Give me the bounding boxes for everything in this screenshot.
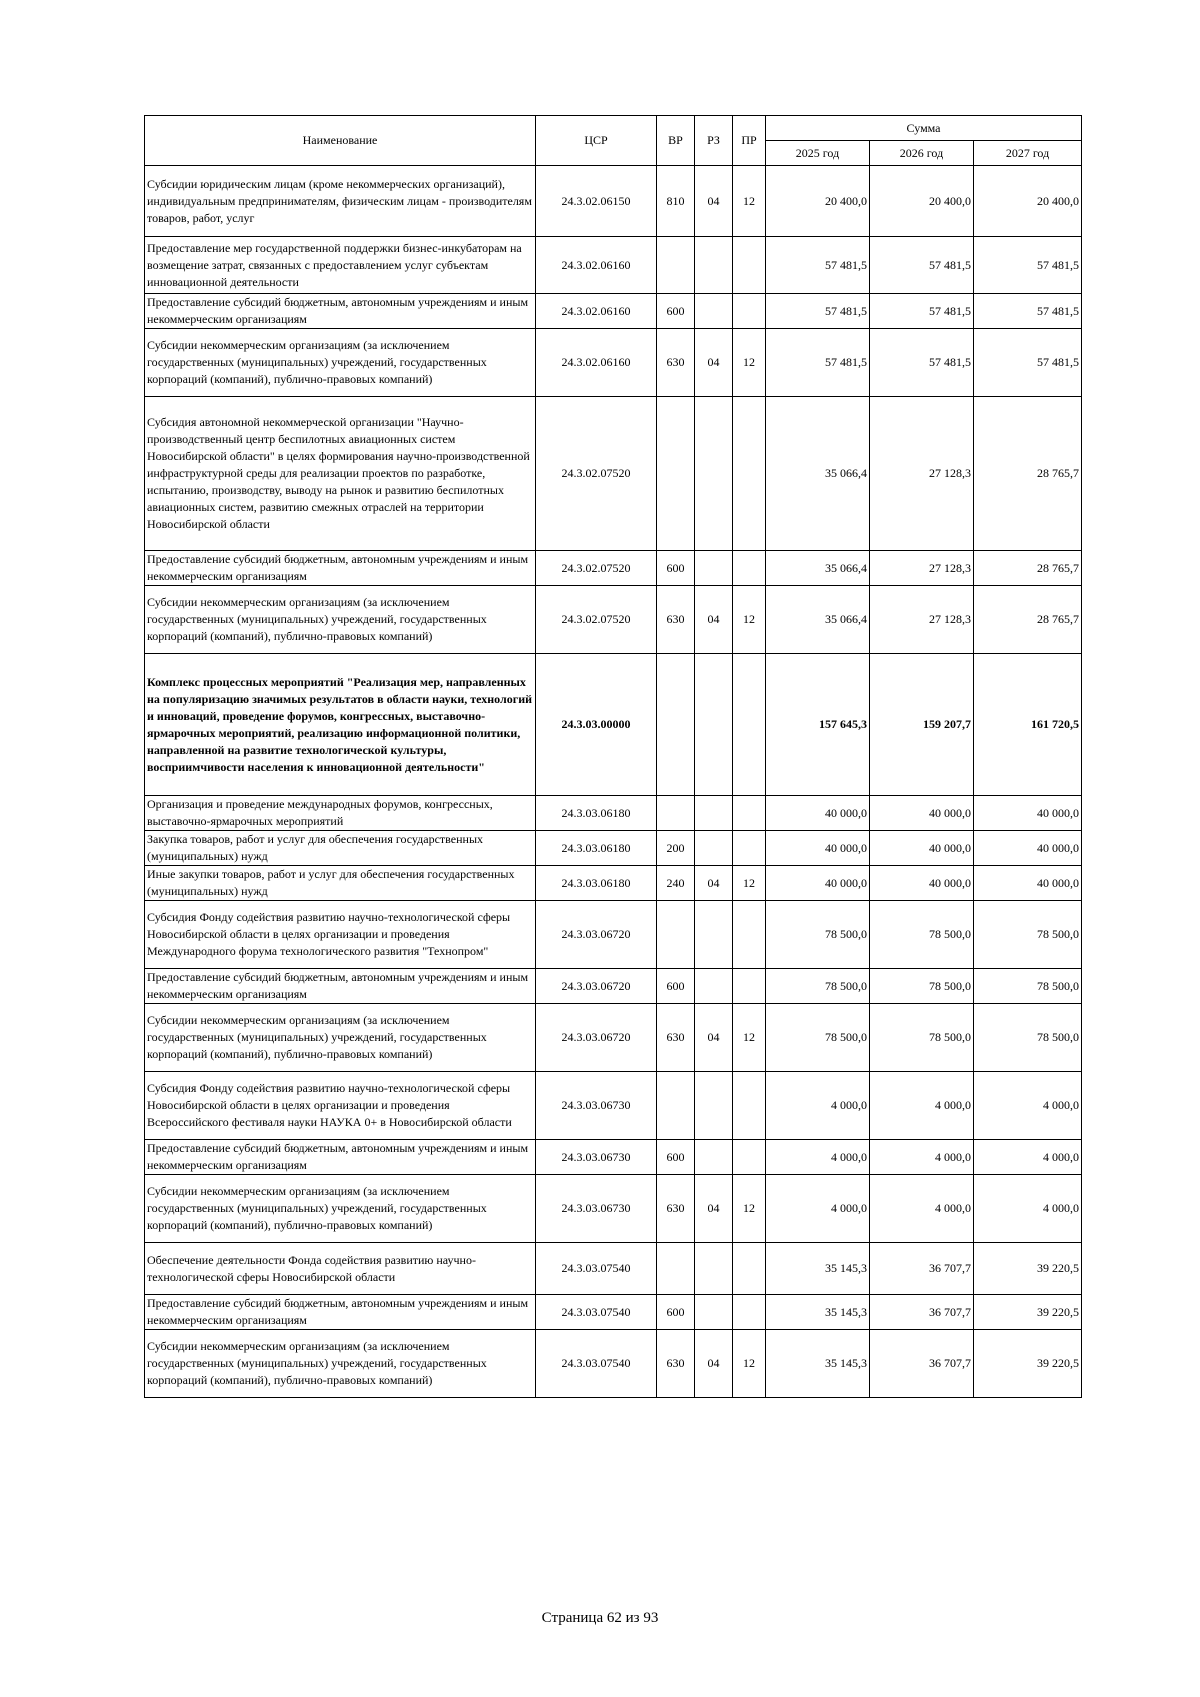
row-vr: 630 — [657, 1330, 695, 1398]
row-sum-2027: 4 000,0 — [974, 1175, 1082, 1243]
row-name: Субсидии некоммерческим организациям (за исключением государственных (муниципальных) учреждений, государственных корпораций (компаний), публично-правовых компаний) — [145, 1175, 536, 1243]
row-name: Иные закупки товаров, работ и услуг для обеспечения государственных (муниципальных) нужд — [145, 866, 536, 901]
header-sum: Сумма — [766, 116, 1082, 141]
row-sum-2025: 35 066,4 — [766, 397, 870, 551]
row-rz: 04 — [695, 1330, 733, 1398]
row-sum-2026: 78 500,0 — [870, 901, 974, 969]
row-name: Обеспечение деятельности Фонда содействия развитию научно-технологической сферы Новосибирской области — [145, 1243, 536, 1295]
row-pr: 12 — [733, 586, 766, 654]
table-body — [145, 166, 1082, 1398]
row-sum-2025: 20 400,0 — [766, 166, 870, 237]
row-vr: 600 — [657, 1295, 695, 1330]
row-sum-2025: 78 500,0 — [766, 901, 870, 969]
table-row — [145, 1243, 1082, 1295]
row-vr — [657, 901, 695, 969]
row-sum-2025: 40 000,0 — [766, 831, 870, 866]
table-row — [145, 654, 1082, 796]
row-sum-2026: 4 000,0 — [870, 1175, 974, 1243]
row-sum-2027: 28 765,7 — [974, 586, 1082, 654]
row-rz: 04 — [695, 866, 733, 901]
row-name: Предоставление субсидий бюджетным, автономным учреждениям и иным некоммерческим организациям — [145, 1140, 536, 1175]
row-sum-2026: 4 000,0 — [870, 1072, 974, 1140]
row-sum-2027: 57 481,5 — [974, 329, 1082, 397]
row-sum-2025: 4 000,0 — [766, 1072, 870, 1140]
row-name: Предоставление субсидий бюджетным, автономным учреждениям и иным некоммерческим организациям — [145, 551, 536, 586]
table-row — [145, 237, 1082, 294]
row-sum-2027: 28 765,7 — [974, 551, 1082, 586]
row-pr — [733, 901, 766, 969]
row-name: Закупка товаров, работ и услуг для обеспечения государственных (муниципальных) нужд — [145, 831, 536, 866]
row-csr: 24.3.03.06720 — [536, 969, 657, 1004]
row-csr: 24.3.03.06180 — [536, 866, 657, 901]
row-rz: 04 — [695, 329, 733, 397]
row-sum-2027: 57 481,5 — [974, 237, 1082, 294]
table-row — [145, 586, 1082, 654]
row-sum-2025: 78 500,0 — [766, 969, 870, 1004]
row-sum-2027: 28 765,7 — [974, 397, 1082, 551]
table-row — [145, 294, 1082, 329]
row-name: Субсидия Фонду содействия развитию научно-технологической сферы Новосибирской области в целях организации и проведения Всероссийского фестиваля науки НАУКА 0+ в Новосибирской области — [145, 1072, 536, 1140]
row-sum-2026: 40 000,0 — [870, 831, 974, 866]
header-csr: ЦСР — [536, 116, 657, 166]
table-row — [145, 1175, 1082, 1243]
row-csr: 24.3.02.06160 — [536, 329, 657, 397]
row-rz — [695, 397, 733, 551]
page-number: Страница 62 из 93 — [541, 1610, 659, 1626]
table-row — [145, 397, 1082, 551]
table-row — [145, 1295, 1082, 1330]
row-rz: 04 — [695, 586, 733, 654]
row-sum-2025: 57 481,5 — [766, 329, 870, 397]
row-sum-2026: 4 000,0 — [870, 1140, 974, 1175]
row-vr — [657, 397, 695, 551]
row-pr — [733, 294, 766, 329]
row-pr — [733, 1140, 766, 1175]
row-sum-2025: 35 145,3 — [766, 1330, 870, 1398]
row-rz — [695, 901, 733, 969]
row-rz — [695, 796, 733, 831]
table-row — [145, 1004, 1082, 1072]
table-row — [145, 1140, 1082, 1175]
row-csr: 24.3.02.07520 — [536, 551, 657, 586]
row-name: Комплекс процессных мероприятий "Реализация мер, направленных на популяризацию значимых результатов в области науки, технологий и инноваций, проведение форумов, конгрессных, выставочно- ярмарочных мероприятий, реализацию информационной политики, направленной на развитие технологической культуры, восприимчивости населения к инновационной деятельности" — [145, 654, 536, 796]
row-vr: 810 — [657, 166, 695, 237]
header-vr: ВР — [657, 116, 695, 166]
row-csr: 24.3.03.06720 — [536, 1004, 657, 1072]
row-rz — [695, 1295, 733, 1330]
table-row — [145, 831, 1082, 866]
row-pr — [733, 969, 766, 1004]
row-name: Предоставление субсидий бюджетным, автономным учреждениям и иным некоммерческим организациям — [145, 969, 536, 1004]
row-sum-2027: 78 500,0 — [974, 1004, 1082, 1072]
row-pr: 12 — [733, 329, 766, 397]
row-vr: 600 — [657, 1140, 695, 1175]
row-sum-2026: 57 481,5 — [870, 237, 974, 294]
table-row — [145, 551, 1082, 586]
row-name: Субсидии юридическим лицам (кроме некоммерческих организаций), индивидуальным предпринимателям, физическим лицам - производителям товаров, работ, услуг — [145, 166, 536, 237]
row-sum-2027: 78 500,0 — [974, 969, 1082, 1004]
row-csr: 24.3.03.07540 — [536, 1330, 657, 1398]
row-sum-2025: 78 500,0 — [766, 1004, 870, 1072]
row-vr: 630 — [657, 1004, 695, 1072]
table-row — [145, 796, 1082, 831]
row-sum-2027: 39 220,5 — [974, 1295, 1082, 1330]
row-csr: 24.3.03.07540 — [536, 1295, 657, 1330]
row-sum-2026: 40 000,0 — [870, 866, 974, 901]
row-vr: 630 — [657, 1175, 695, 1243]
row-sum-2026: 40 000,0 — [870, 796, 974, 831]
row-csr: 24.3.03.06720 — [536, 901, 657, 969]
row-pr — [733, 551, 766, 586]
row-csr: 24.3.03.06730 — [536, 1175, 657, 1243]
row-pr — [733, 831, 766, 866]
row-vr: 600 — [657, 969, 695, 1004]
row-sum-2026: 27 128,3 — [870, 551, 974, 586]
row-rz — [695, 551, 733, 586]
row-csr: 24.3.03.06180 — [536, 796, 657, 831]
row-sum-2026: 78 500,0 — [870, 1004, 974, 1072]
row-sum-2025: 40 000,0 — [766, 866, 870, 901]
row-sum-2027: 40 000,0 — [974, 796, 1082, 831]
row-rz — [695, 654, 733, 796]
table-row — [145, 1330, 1082, 1398]
row-vr — [657, 796, 695, 831]
budget-table — [144, 115, 1082, 1398]
row-pr — [733, 1295, 766, 1330]
row-sum-2026: 57 481,5 — [870, 329, 974, 397]
row-pr — [733, 1243, 766, 1295]
header-pr: ПР — [733, 116, 766, 166]
row-rz — [695, 969, 733, 1004]
row-csr: 24.3.02.06160 — [536, 237, 657, 294]
row-name: Предоставление субсидий бюджетным, автономным учреждениям и иным некоммерческим организациям — [145, 294, 536, 329]
row-sum-2025: 35 145,3 — [766, 1295, 870, 1330]
row-sum-2026: 78 500,0 — [870, 969, 974, 1004]
table-row — [145, 866, 1082, 901]
row-sum-2027: 40 000,0 — [974, 866, 1082, 901]
row-vr — [657, 654, 695, 796]
header-year-2025: 2025 год — [766, 141, 870, 166]
row-sum-2025: 57 481,5 — [766, 294, 870, 329]
row-csr: 24.3.03.07540 — [536, 1243, 657, 1295]
row-sum-2026: 159 207,7 — [870, 654, 974, 796]
row-sum-2027: 39 220,5 — [974, 1243, 1082, 1295]
row-rz: 04 — [695, 1004, 733, 1072]
row-sum-2025: 4 000,0 — [766, 1175, 870, 1243]
row-name: Организация и проведение международных форумов, конгрессных, выставочно-ярмарочных мероприятий — [145, 796, 536, 831]
row-csr: 24.3.03.06730 — [536, 1072, 657, 1140]
row-sum-2025: 35 066,4 — [766, 551, 870, 586]
row-pr — [733, 237, 766, 294]
row-pr — [733, 796, 766, 831]
row-sum-2027: 4 000,0 — [974, 1140, 1082, 1175]
row-csr: 24.3.02.07520 — [536, 397, 657, 551]
table-row — [145, 901, 1082, 969]
row-sum-2027: 39 220,5 — [974, 1330, 1082, 1398]
row-name: Предоставление мер государственной поддержки бизнес-инкубаторам на возмещение затрат, связанных с предоставлением услуг субъектам инновационной деятельности — [145, 237, 536, 294]
row-sum-2026: 36 707,7 — [870, 1295, 974, 1330]
row-sum-2027: 20 400,0 — [974, 166, 1082, 237]
row-sum-2026: 27 128,3 — [870, 397, 974, 551]
row-vr — [657, 237, 695, 294]
row-name: Субсидии некоммерческим организациям (за исключением государственных (муниципальных) учреждений, государственных корпораций (компаний), публично-правовых компаний) — [145, 1004, 536, 1072]
header-year-2027: 2027 год — [974, 141, 1082, 166]
row-csr: 24.3.03.06730 — [536, 1140, 657, 1175]
table-row — [145, 329, 1082, 397]
row-vr: 630 — [657, 329, 695, 397]
row-sum-2027: 78 500,0 — [974, 901, 1082, 969]
row-rz — [695, 1140, 733, 1175]
row-sum-2026: 20 400,0 — [870, 166, 974, 237]
row-rz: 04 — [695, 166, 733, 237]
row-vr — [657, 1243, 695, 1295]
row-vr: 200 — [657, 831, 695, 866]
row-name: Предоставление субсидий бюджетным, автономным учреждениям и иным некоммерческим организациям — [145, 1295, 536, 1330]
row-sum-2027: 40 000,0 — [974, 831, 1082, 866]
row-name: Субсидии некоммерческим организациям (за исключением государственных (муниципальных) учреждений, государственных корпораций (компаний), публично-правовых компаний) — [145, 329, 536, 397]
row-rz: 04 — [695, 1175, 733, 1243]
row-csr: 24.3.02.07520 — [536, 586, 657, 654]
row-csr: 24.3.02.06150 — [536, 166, 657, 237]
row-rz — [695, 1243, 733, 1295]
row-csr: 24.3.03.06180 — [536, 831, 657, 866]
row-vr: 600 — [657, 551, 695, 586]
row-sum-2027: 161 720,5 — [974, 654, 1082, 796]
row-pr — [733, 654, 766, 796]
row-csr: 24.3.02.06160 — [536, 294, 657, 329]
row-pr: 12 — [733, 866, 766, 901]
row-pr: 12 — [733, 166, 766, 237]
header-name: Наименование — [145, 116, 536, 166]
table-row — [145, 166, 1082, 237]
row-rz — [695, 831, 733, 866]
row-sum-2027: 57 481,5 — [974, 294, 1082, 329]
row-sum-2026: 27 128,3 — [870, 586, 974, 654]
row-pr — [733, 1072, 766, 1140]
row-pr: 12 — [733, 1175, 766, 1243]
row-vr — [657, 1072, 695, 1140]
row-name: Субсидии некоммерческим организациям (за исключением государственных (муниципальных) учреждений, государственных корпораций (компаний), публично-правовых компаний) — [145, 586, 536, 654]
row-name: Субсидии некоммерческим организациям (за исключением государственных (муниципальных) учреждений, государственных корпораций (компаний), публично-правовых компаний) — [145, 1330, 536, 1398]
header-year-2026: 2026 год — [870, 141, 974, 166]
row-vr: 240 — [657, 866, 695, 901]
row-pr: 12 — [733, 1330, 766, 1398]
row-sum-2027: 4 000,0 — [974, 1072, 1082, 1140]
row-vr: 600 — [657, 294, 695, 329]
header-rz: РЗ — [695, 116, 733, 166]
row-pr: 12 — [733, 1004, 766, 1072]
row-sum-2025: 4 000,0 — [766, 1140, 870, 1175]
row-sum-2025: 40 000,0 — [766, 796, 870, 831]
row-sum-2025: 35 066,4 — [766, 586, 870, 654]
row-sum-2025: 35 145,3 — [766, 1243, 870, 1295]
row-csr: 24.3.03.00000 — [536, 654, 657, 796]
row-name: Субсидия Фонду содействия развитию научно-технологической сферы Новосибирской области в целях организации и проведения Международного форума технологического развития "Технопром" — [145, 901, 536, 969]
row-vr: 630 — [657, 586, 695, 654]
row-sum-2025: 57 481,5 — [766, 237, 870, 294]
row-name: Субсидия автономной некоммерческой организации "Научно-производственный центр беспилотных авиационных систем Новосибирской области" в целях формирования научно-производственной инфраструктурной среды для реализации проектов по разработке, испытанию, производству, выводу на рынок и развитию беспилотных авиационных систем, развитию смежных отраслей на территории Новосибирской области — [145, 397, 536, 551]
row-sum-2026: 57 481,5 — [870, 294, 974, 329]
row-pr — [733, 397, 766, 551]
row-rz — [695, 1072, 733, 1140]
row-sum-2026: 36 707,7 — [870, 1330, 974, 1398]
row-sum-2025: 157 645,3 — [766, 654, 870, 796]
row-rz — [695, 237, 733, 294]
row-sum-2026: 36 707,7 — [870, 1243, 974, 1295]
row-rz — [695, 294, 733, 329]
table-row — [145, 969, 1082, 1004]
table-row — [145, 1072, 1082, 1140]
